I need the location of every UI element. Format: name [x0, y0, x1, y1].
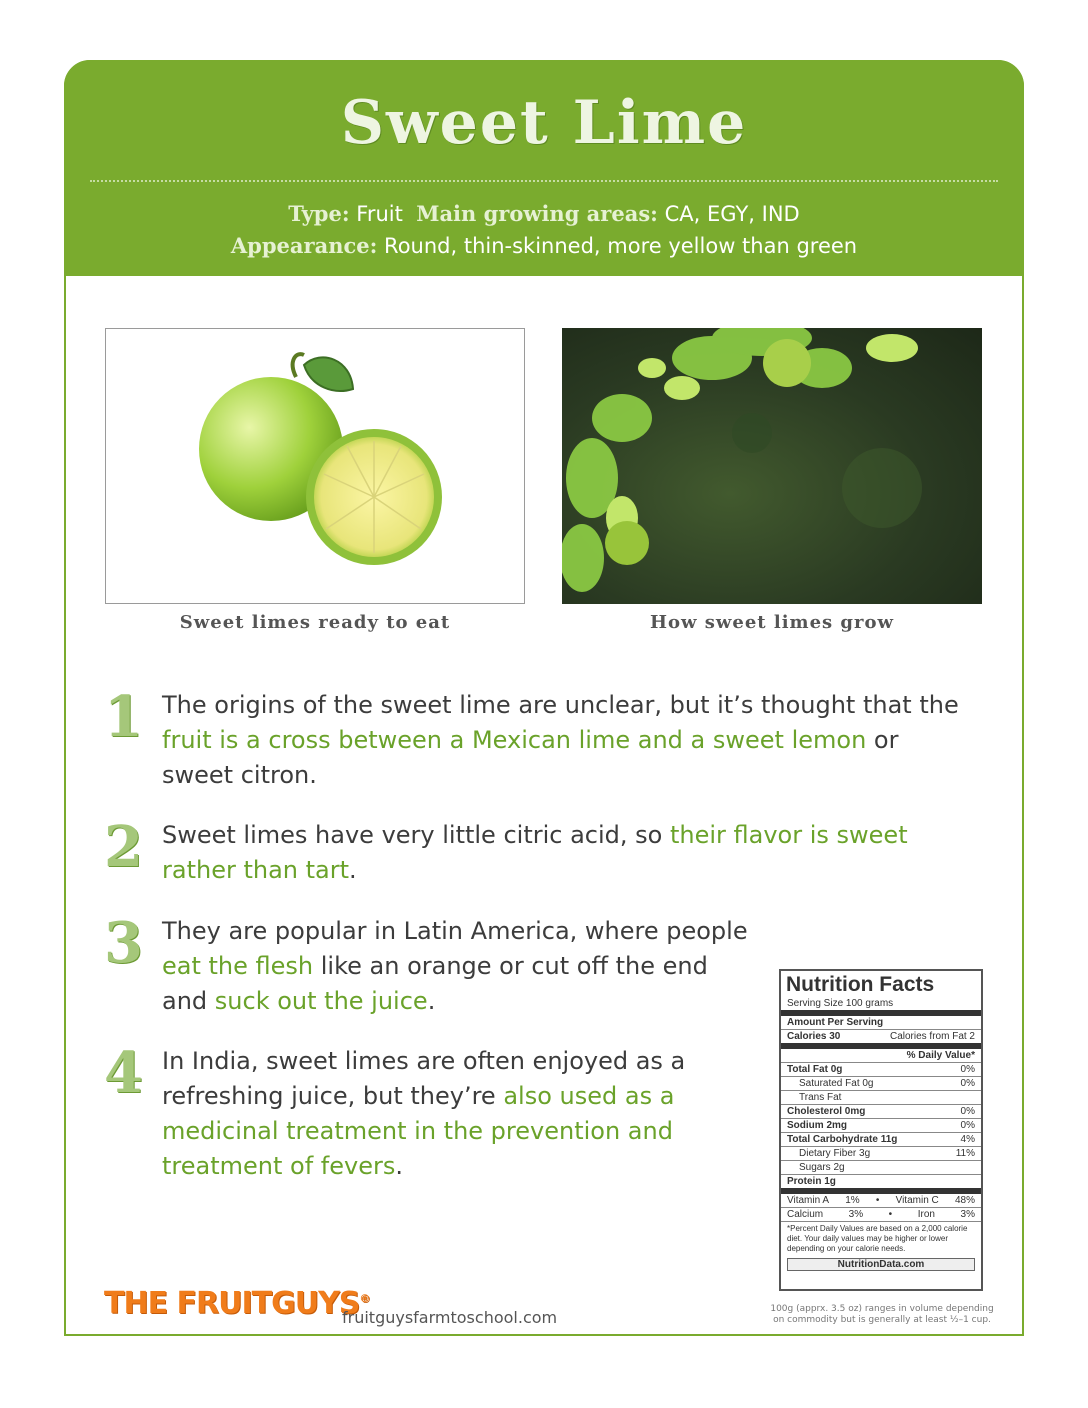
nutrient-label: Saturated Fat 0g [799, 1078, 874, 1089]
fact-highlight: their flavor is sweet rather than tart [162, 821, 908, 884]
fact-text [162, 818, 962, 888]
serving-size-text: Serving Size 100 grams [787, 998, 894, 1009]
nutrient-row [781, 1146, 981, 1160]
fact-text-part: or sweet citron. [162, 726, 899, 789]
iron-label: Iron [917, 1209, 935, 1220]
vitamin-c-label: Vitamin C [895, 1195, 939, 1206]
header-banner [64, 60, 1024, 276]
fact-text-part: They are popular in Latin America, where people [162, 917, 748, 945]
vitamin-a-dv: 1% [845, 1195, 860, 1206]
nutrient-row [781, 1160, 981, 1174]
website-link[interactable]: fruitguysfarmtoschool.com [342, 1308, 558, 1327]
nutrient-label: Total Fat 0g [787, 1064, 843, 1075]
fact-text-part: . [349, 856, 357, 884]
nutrient-label: Total Carbohydrate 11g [787, 1134, 898, 1145]
separator: • [875, 1195, 880, 1206]
nutrient-label: Sugars 2g [799, 1162, 845, 1173]
daily-value-header-text: % Daily Value* [906, 1050, 975, 1061]
fact-text [162, 688, 962, 793]
fact-number: 4 [104, 1040, 143, 1106]
type-and-areas-line [64, 201, 1024, 226]
fact-number: 1 [104, 684, 143, 750]
fact-highlight: fruit is a cross between a Mexican lime and a sweet lemon [162, 726, 867, 754]
mineral-row [781, 1207, 981, 1221]
separator: • [888, 1209, 893, 1220]
type-label: Type: [288, 201, 350, 226]
areas-value: CA, EGY, IND [664, 202, 800, 226]
fact-text-part: The origins of the sweet lime are unclear, but it’s thought that the [162, 691, 959, 719]
nutrient-dv: 0% [960, 1106, 975, 1117]
fact-number: 3 [104, 910, 143, 976]
fact-text-part: . [427, 987, 436, 1015]
appearance-value: Round, thin-skinned, more yellow than green [384, 234, 858, 258]
nutrient-row [781, 1090, 981, 1104]
nutrition-title: Nutrition Facts [786, 973, 935, 996]
vitamin-c-dv: 48% [954, 1195, 975, 1206]
calories-fat-text: Calories from Fat 2 [889, 1031, 975, 1042]
fruitguys-logo [104, 1286, 369, 1321]
calcium-label: Calcium [787, 1209, 824, 1220]
fact-highlight: eat the flesh [162, 952, 314, 980]
nutrient-label: Trans Fat [799, 1092, 842, 1103]
calories-row [781, 1029, 981, 1043]
nutrient-dv: 0% [960, 1078, 975, 1089]
nutrient-row [781, 1174, 981, 1188]
sweet-lime-fruit-photo [105, 328, 525, 604]
calories-text: Calories 30 [787, 1031, 841, 1042]
amount-per-serving [781, 1010, 981, 1029]
nutrient-row [781, 1062, 981, 1076]
nutrient-dv: 0% [960, 1064, 975, 1075]
logo-text: THE FRUITGUYS [104, 1286, 360, 1321]
calcium-dv: 3% [848, 1209, 864, 1220]
nutrient-row [781, 1132, 981, 1146]
nutrient-dv: 4% [960, 1134, 975, 1145]
nutrient-row [781, 1118, 981, 1132]
sweet-lime-tree-photo [562, 328, 982, 604]
nutrient-row [781, 1104, 981, 1118]
nutrient-label: Dietary Fiber 3g [799, 1148, 871, 1159]
nutrient-label: Protein 1g [787, 1176, 836, 1187]
nutrient-rows [781, 1062, 981, 1188]
serving-size [781, 997, 981, 1010]
fruit-photo-caption: Sweet limes ready to eat [179, 612, 451, 633]
fact-text [162, 914, 752, 1019]
nutrition-footnote: *Percent Daily Values are based on a 2,000 calorie diet. Your daily values may be higher or lower depending on your calorie needs. [781, 1221, 981, 1256]
fact-text-part: like an orange or cut off the end and [162, 952, 708, 1015]
areas-label: Main growing areas: [416, 201, 658, 226]
fact-highlight: also used as a medicinal treatment in the prevention and treatment of fevers [162, 1082, 675, 1180]
vitamin-a-label: Vitamin A [787, 1195, 830, 1206]
fact-text [162, 1044, 752, 1184]
registered-mark: ® [359, 1292, 370, 1305]
vitamin-row [781, 1188, 981, 1207]
fact-text-part: Sweet limes have very little citric acid, so [162, 821, 670, 849]
fact-number: 2 [104, 814, 143, 880]
nutrition-source: NutritionData.com [787, 1258, 975, 1271]
fact-text-part: In India, sweet limes are often enjoyed as a refreshing juice, but they’re [162, 1047, 686, 1110]
nutrient-dv: 0% [960, 1120, 975, 1131]
amount-per-serving-text: Amount Per Serving [787, 1017, 884, 1028]
appearance-line [64, 233, 1024, 258]
fact-highlight: suck out the juice [214, 987, 428, 1015]
tree-photo-caption: How sweet limes grow [649, 612, 895, 633]
nutrient-label: Sodium 2mg [787, 1120, 848, 1131]
type-value: Fruit [356, 202, 403, 226]
nutrient-row [781, 1076, 981, 1090]
fact-text-part: . [395, 1152, 403, 1180]
nutrient-label: Cholesterol 0mg [787, 1106, 866, 1117]
nutrition-note: 100g (apprx. 3.5 oz) ranges in volume depending on commodity but is generally at least ½–1 cup. [770, 1304, 994, 1325]
appearance-label: Appearance: [230, 233, 378, 258]
nutrient-dv: 11% [955, 1148, 975, 1159]
dotted-divider [90, 180, 998, 182]
page-title: Sweet Lime [340, 88, 748, 158]
iron-dv: 3% [960, 1209, 975, 1220]
daily-value-header [781, 1043, 981, 1062]
nutrition-facts-label [779, 969, 983, 1291]
